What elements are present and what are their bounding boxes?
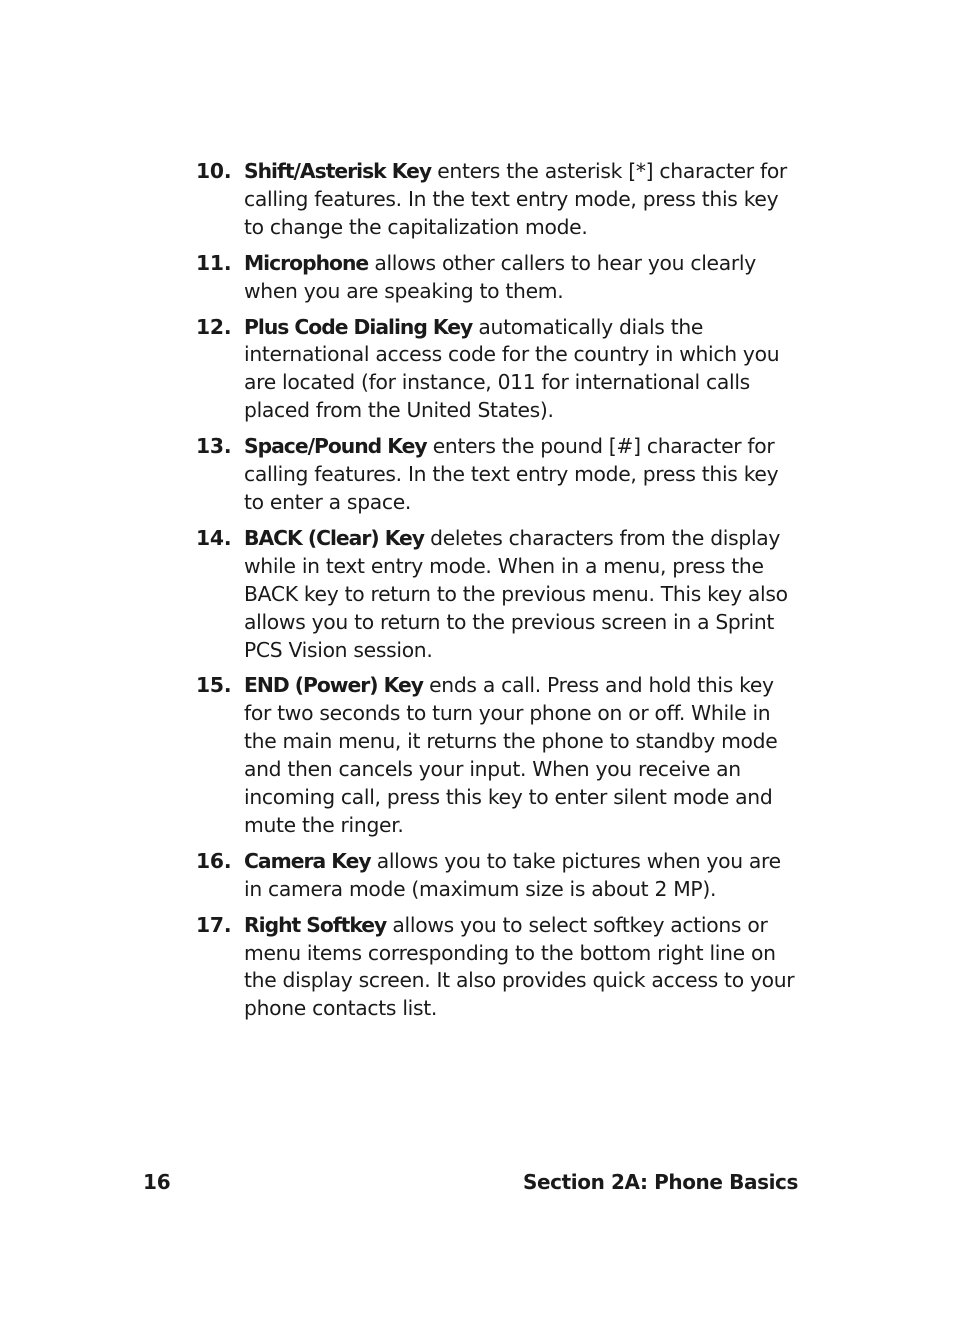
item-number: 10. [196, 159, 232, 183]
item-description: automatically dials the international access code for the country in which you are located (for instance, 011 for international calls placed from the United States). [244, 314, 780, 423]
item-description: enters the pound [#] character for calling features. In the text entry mode, press this key to enter a space. [244, 434, 779, 514]
item-term: Microphone [244, 250, 369, 275]
item-number: 15. [196, 673, 232, 698]
item-number: 11. [196, 250, 232, 275]
list-item [196, 912, 796, 1024]
item-term: END (Power) Key [244, 673, 423, 698]
section-title: Section 2A: Phone Basics [523, 1170, 798, 1194]
list-item [196, 848, 796, 904]
item-description: allows you to take pictures when you are in camera mode (maximum size is about 2 MP). [244, 848, 781, 901]
item-description: allows other callers to hear you clearly when you are speaking to them. [244, 250, 756, 303]
item-number: 12. [196, 314, 232, 339]
item-term: Space/Pound Key [244, 434, 427, 459]
list-item [196, 314, 796, 426]
page-number: 16 [143, 1170, 171, 1194]
key-description-list [196, 158, 796, 1031]
list-item [196, 525, 796, 665]
list-item [196, 250, 796, 306]
item-number: 16. [196, 848, 232, 873]
item-term: Right Softkey [244, 912, 387, 937]
item-term: BACK (Clear) Key [244, 525, 425, 550]
item-number: 14. [196, 525, 232, 550]
item-number: 13. [196, 434, 232, 459]
item-term: Camera Key [244, 848, 371, 873]
item-number: 17. [196, 912, 232, 937]
item-term: Plus Code Dialing Key [244, 314, 473, 339]
list-item [196, 433, 796, 517]
item-description: allows you to select softkey actions or menu items corresponding to the bottom right line on the display screen. It also provides quick access to your phone contacts list. [244, 912, 795, 1021]
item-description: enters the asterisk [*] character for calling features. In the text entry mode, press this key to change the capitalization mode. [244, 159, 787, 239]
list-item [196, 672, 796, 839]
item-description: ends a call. Press and hold this key for two seconds to turn your phone on or off. While in the main menu, it returns the phone to standby mode and then cancels your input. When you receive an incoming call, press this key to enter silent mode and mute the ringer. [244, 673, 778, 837]
list-item [196, 158, 796, 242]
item-description: deletes characters from the display while in text entry mode. When in a menu, press the BACK key to return to the previous menu. This key also allows you to return to the previous screen in a Sprint PCS Vision session. [244, 525, 788, 662]
item-term: Shift/Asterisk Key [244, 159, 432, 183]
